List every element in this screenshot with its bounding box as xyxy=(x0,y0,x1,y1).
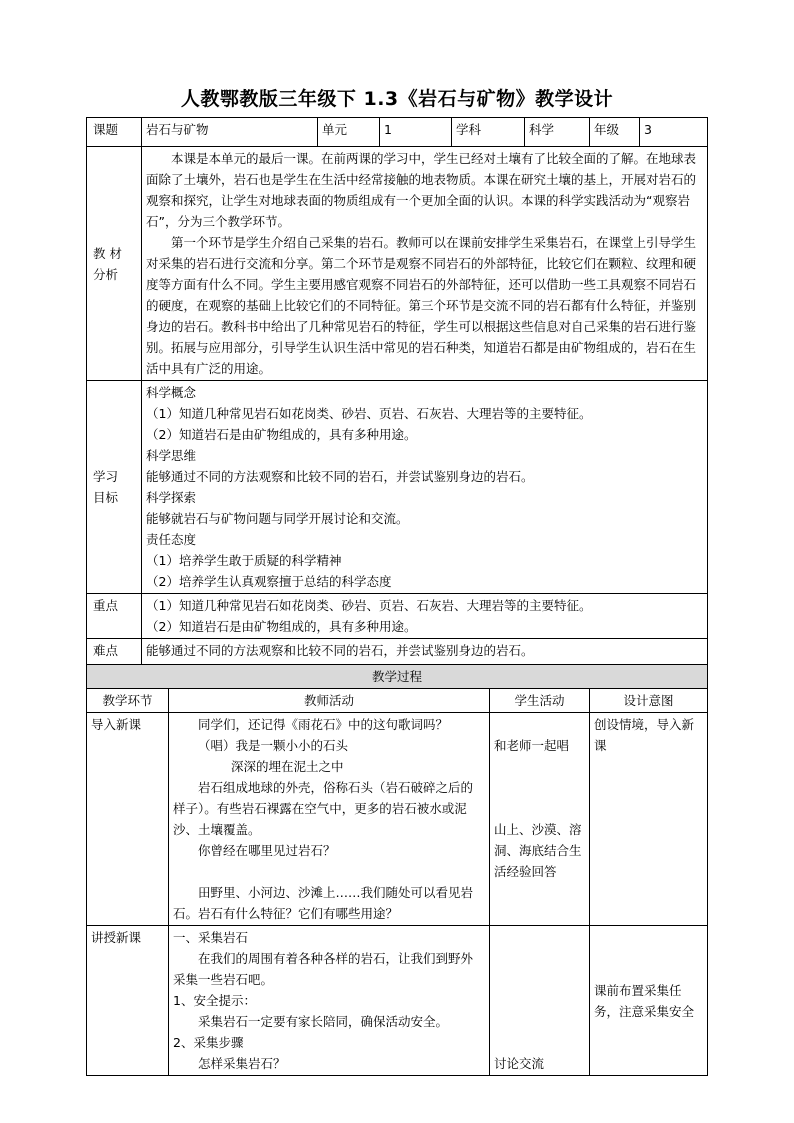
lesson-plan-sheet xyxy=(86,117,707,1076)
teach-intent-text: 课前布置采集任务，注意采集安全 xyxy=(594,982,695,1019)
teach-teacher-line: 1、安全提示： xyxy=(173,993,256,1008)
teach-teacher-line: 在我们的周围有着各种各样的岩石，让我们到野外采集一些岩石吧。 xyxy=(173,951,474,987)
goals-label-line1: 学习 xyxy=(93,469,119,484)
teach-student-activity xyxy=(490,926,590,1076)
spacer xyxy=(173,861,485,882)
teach-teacher-activity xyxy=(169,926,490,1076)
intro-stage: 导入新课 xyxy=(87,713,169,926)
topic-value: 岩石与矿物 xyxy=(142,118,318,147)
teach-teacher-line: 怎样采集岩石？ xyxy=(198,1056,286,1071)
lesson-info-table xyxy=(86,117,708,665)
process-columns-row xyxy=(87,689,708,713)
process-heading: 教学过程 xyxy=(87,665,708,689)
key-point-line: （1）知道几种常见岩石如花岗类、砂岩、页岩、石灰岩、大理岩等的主要特征。 xyxy=(146,598,592,613)
teach-row xyxy=(87,926,708,1076)
goal-heading-attitude: 责任态度 xyxy=(146,532,197,547)
intro-student-line: 山上、沙漠、溶洞、海底结合生活经验回答 xyxy=(494,822,582,879)
teach-teacher-line: 采集岩石一定要有家长陪同，确保活动安全。 xyxy=(198,1014,449,1029)
intro-teacher-line: 你曾经在哪里见过岩石？ xyxy=(198,843,336,858)
intro-teacher-line: 田野里、小河边、沙滩上……我们随处可以看见岩石。岩石有什么特征？它们有哪些用途？ xyxy=(173,885,474,921)
key-point-line: （2）知道岩石是由矿物组成的，具有多种用途。 xyxy=(146,619,417,634)
goals-row xyxy=(87,381,708,594)
goal-line: （2）培养学生认真观察擅于总结的科学态度 xyxy=(146,574,392,589)
key-points-content xyxy=(142,594,708,639)
subject-label: 学科 xyxy=(452,118,525,147)
unit-value: 1 xyxy=(380,118,452,147)
goals-label xyxy=(87,381,142,594)
topic-label: 课题 xyxy=(87,118,142,147)
analysis-row xyxy=(87,147,708,381)
teach-teacher-line: 2、采集步骤 xyxy=(173,1035,244,1050)
header-row xyxy=(87,118,708,147)
analysis-paragraph-1: 本课是本单元的最后一课。在前两课的学习中，学生已经对土壤有了比较全面的了解。在地球表面除了土壤外，岩石也是学生在生活中经常接触的地表物质。本课在研究土壤的基上，开展对岩石的观察和探究，让学生对地球表面的物质组成有一个更加全面的认识。本课的科学实践活动为“观察岩石”，分为三个教学环节。 xyxy=(146,151,697,229)
goal-heading-thinking: 科学思维 xyxy=(146,448,197,463)
spacer xyxy=(494,756,585,819)
column-teacher: 教师活动 xyxy=(169,689,490,713)
goal-line: 能够通过不同的方法观察和比较不同的岩石，并尝试鉴别身边的岩石。 xyxy=(146,469,534,484)
goal-line: 能够就岩石与矿物问题与同学开展讨论和交流。 xyxy=(146,511,409,526)
column-stage: 教学环节 xyxy=(87,689,169,713)
analysis-label-line1: 教 材 xyxy=(93,245,122,261)
unit-label: 单元 xyxy=(318,118,380,147)
intro-teacher-line: （唱）我是一颗小小的石头 xyxy=(198,738,349,753)
goal-line: （1）培养学生敢于质疑的科学精神 xyxy=(146,553,342,568)
goal-heading-concept: 科学概念 xyxy=(146,385,197,400)
grade-label: 年级 xyxy=(590,118,640,147)
intro-student-activity xyxy=(490,713,590,926)
spacer xyxy=(494,714,585,735)
goal-line: （2）知道岩石是由矿物组成的，具有多种用途。 xyxy=(146,427,417,442)
difficulty-label: 难点 xyxy=(87,639,142,665)
grade-value: 3 xyxy=(640,118,708,147)
teach-student-line: 讨论交流 xyxy=(494,1056,545,1071)
analysis-content xyxy=(142,147,708,381)
intro-teacher-line: 深深的埋在泥土之中 xyxy=(231,759,344,774)
intro-row xyxy=(87,713,708,926)
difficulty-content: 能够通过不同的方法观察和比较不同的岩石，并尝试鉴别身边的岩石。 xyxy=(142,639,708,665)
intro-teacher-line: 岩石组成地球的外壳，俗称石头（岩石破碎之后的样子）。有些岩石裸露在空气中，更多的岩石被水或泥沙、土壤覆盖。 xyxy=(173,780,474,837)
key-points-row xyxy=(87,594,708,639)
teach-teacher-line: 一、采集岩石 xyxy=(173,930,249,945)
analysis-label xyxy=(87,147,142,381)
goal-line: （1）知道几种常见岩石如花岗类、砂岩、页岩、石灰岩、大理岩等的主要特征。 xyxy=(146,406,592,421)
intro-student-line: 和老师一起唱 xyxy=(494,738,570,753)
key-points-label: 重点 xyxy=(87,594,142,639)
document-title: 人教鄂教版三年级下 1.3《岩石与矿物》教学设计 xyxy=(180,88,614,110)
analysis-label-line2: 分析 xyxy=(93,266,119,282)
intro-teacher-line: 同学们，还记得《雨花石》中的这句歌词吗？ xyxy=(198,717,449,732)
teach-intent xyxy=(590,926,708,1076)
teaching-process-table xyxy=(86,664,708,1076)
process-heading-row xyxy=(87,665,708,689)
column-intent: 设计意图 xyxy=(590,689,708,713)
goal-heading-exploration: 科学探索 xyxy=(146,490,197,505)
teach-stage: 讲授新课 xyxy=(87,926,169,1076)
intro-intent: 创设情境，导入新课 xyxy=(590,713,708,926)
difficulty-row xyxy=(87,639,708,665)
goals-label-line2: 目标 xyxy=(93,490,119,505)
subject-value: 科学 xyxy=(525,118,590,147)
goals-content xyxy=(142,381,708,594)
intro-teacher-activity xyxy=(169,713,490,926)
analysis-paragraph-2: 第一个环节是学生介绍自己采集的岩石。教师可以在课前安排学生采集岩石，在课堂上引导学生对采集的岩石进行交流和分享。第二个环节是观察不同岩石的外部特征，比较它们在颗粒、纹理和硬度等方面有什么不同。学生主要用感官观察不同岩石的外部特征，还可以借助一些工具观察不同岩石的硬度，在观察的基础上比较它们的不同特征。第三个环节是交流不同的岩石都有什么特征，并鉴别身边的岩石。教科书中给出了几种常见岩石的特征，学生可以根据这些信息对自己采集的岩石进行鉴别。拓展与应用部分，引导学生认识生活中常见的岩石种类，知道岩石都是由矿物组成的，岩石在生活中具有广泛的用途。 xyxy=(146,235,697,376)
column-student: 学生活动 xyxy=(490,689,590,713)
